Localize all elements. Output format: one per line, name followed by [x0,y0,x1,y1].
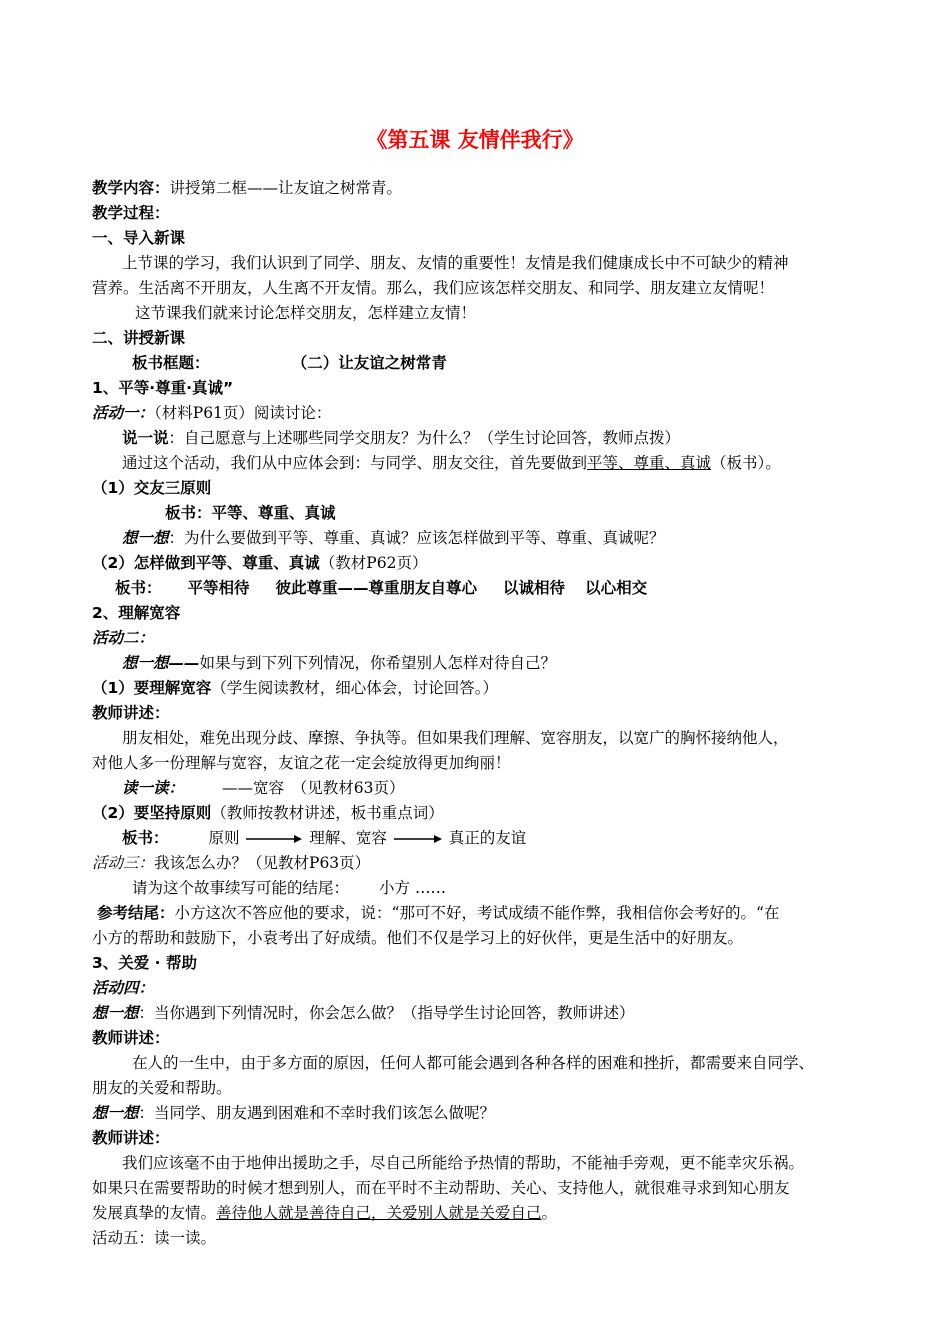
say-line [122,428,680,448]
label: 活动三： [92,854,155,872]
flow-item: 真正的友谊 [448,829,527,847]
paragraph-line: 朋友相处，难免出现分歧、摩擦、争执等。但如果我们理解、宽容朋友，以宽广的胸怀接纳他人， [122,729,789,747]
text: 我该怎么办？（见教材P63页） [154,854,371,872]
flow-item: 原则 [208,829,240,847]
flow-item: 理解、宽容 [309,829,387,847]
paragraph-line [132,878,446,898]
arrow-right-icon [244,833,304,845]
text: （材料P61页）阅读讨论： [154,404,332,422]
think-line [92,1103,495,1123]
label: 板书框题： [132,354,210,372]
board-flow-line [122,828,526,848]
board-line: 板书：平等、尊重、真诚 [165,504,336,522]
point-heading: （1）交友三原则 [92,479,212,497]
activity-2-label: 活动二： [92,629,155,647]
paragraph-line: 在人的一生中，由于多方面的原因，任何人都可能会遇到各种各样的困难和挫折，都需要来自同学、 [132,1054,815,1072]
text: 如果与到下列下列情况，你希望别人怎样对待自己？ [199,654,557,672]
paragraph-line: 这节课我们就来讨论怎样交朋友，怎样建立友情！ [135,304,477,322]
label: 想一想 [92,1004,139,1022]
text: 平等相待 [187,579,250,597]
point-heading [92,803,444,823]
arrow-right-icon [392,833,444,845]
text: ：当你遇到下列情况时，你会怎么做？（指导学生讨论回答，教师讲述） [138,1004,635,1022]
paragraph-line: 上节课的学习，我们认识到了同学、朋友、友情的重要性！友情是我们健康成长中不可缺少的精神 [122,254,789,272]
text: （学生阅读教材，细心体会，讨论回答。） [211,679,499,697]
label: 活动一： [92,404,155,422]
teaching-process-heading: 教学过程： [92,204,170,222]
underlined-text: 平等、尊重、真诚 [587,454,712,472]
activity-4-label: 活动四： [92,979,155,997]
text: 讲授第二框——让友谊之树常青。 [169,179,403,197]
paragraph-line: 营养。生活离不开朋友，人生离不开友情。那么，我们应该怎样交朋友、和同学、朋友建立友情呢！ [92,279,775,297]
point-heading [92,678,498,698]
text: 彼此尊重——尊重朋友自尊心 [275,579,478,597]
label: 读一读： [122,779,185,797]
label: （2）要坚持原则 [92,804,212,822]
label: 教学内容： [92,179,170,197]
paragraph-line: 如果只在需要帮助的时候才想到别人，而在平时不主动帮助、关心、支持他人，就很难寻求到知心朋友 [92,1179,790,1197]
board-topic-line [132,353,447,373]
text: （教材P62页） [319,554,428,572]
teacher-speech-heading: 教师讲述： [92,1029,170,1047]
read-line [122,778,405,798]
text: ：为什么要做到平等、尊重、真诚？应该怎样做到平等、尊重、真诚呢？ [168,529,665,547]
section-1-heading: 一、导入新课 [92,229,186,247]
subsection-2-heading: 2、理解宽容 [92,604,181,622]
board-line [115,578,647,598]
text: ：自己愿意与上述哪些同学交朋友？为什么？（学生讨论回答，教师点拨） [168,429,681,447]
text: 请为这个故事续写可能的结尾： [132,879,350,897]
activity-5-line: 活动五：读一读。 [92,1229,217,1247]
label: 板书： [122,829,169,847]
paragraph-line: 朋友的关爱和帮助。 [92,1079,232,1097]
reference-ending-line [97,903,779,923]
paragraph-line [122,453,781,473]
label: 参考结尾： [97,904,175,922]
text: 以心相交 [585,579,648,597]
label: 想一想 [92,1104,139,1122]
activity-1-line [92,403,331,423]
text: （教师按教材讲述，板书重点词） [211,804,444,822]
text: 通过这个活动，我们从中应体会到：与同学、朋友交往，首先要做到 [122,454,588,472]
teacher-speech-heading: 教师讲述： [92,1129,170,1147]
text: 以诚相待 [503,579,566,597]
paragraph-line: 小方的帮助和鼓励下，小袁考出了好成绩。他们不仅是学习上的好伙伴，更是生活中的好朋友。 [92,929,744,947]
text: 小方 …… [379,879,446,897]
paragraph-line: 我们应该毫不由于地伸出援助之手，尽自己所能给予热情的帮助，不能袖手旁观，更不能幸灾乐祸。 [122,1154,805,1172]
think-line [122,528,665,548]
label: 想一想—— [122,654,200,672]
text: 小方这次不答应他的要求，说：“那可不好，考试成绩不能作弊，我相信你会考好的。“在 [174,904,780,922]
think-line [122,653,556,673]
subsection-3-heading: 3、关爱 · 帮助 [92,954,197,972]
document-title: 《第五课 友情伴我行》 [366,128,584,152]
section-2-heading: 二、讲授新课 [92,329,186,347]
teacher-speech-heading: 教师讲述： [92,704,170,722]
label: 板书： [115,579,162,597]
paragraph-line [92,1203,557,1223]
activity-3-line [92,853,370,873]
label: 说一说 [122,429,169,447]
teaching-content-line [92,178,402,198]
text: （板书）。 [711,454,781,472]
label: （1）要理解宽容 [92,679,212,697]
text: 。 [541,1204,558,1222]
think-line [92,1003,635,1023]
subsection-1-heading: 1、平等·尊重·真诚” [92,379,234,397]
text: ：当同学、朋友遇到困难和不幸时我们该怎么做呢？ [138,1104,496,1122]
label: （2）怎样做到平等、尊重、真诚 [92,554,320,572]
text: 发展真挚的友情。 [92,1204,217,1222]
label: 想一想 [122,529,169,547]
point-heading [92,553,427,573]
underlined-text: 善待他人就是善待自己，关爱别人就是关爱自己 [216,1204,542,1222]
text: ——宽容 （见教材63页） [222,779,405,797]
paragraph-line: 对他人多一份理解与宽容，友谊之花一定会绽放得更加绚丽！ [92,754,511,772]
text: （二）让友谊之树常青 [299,354,447,372]
